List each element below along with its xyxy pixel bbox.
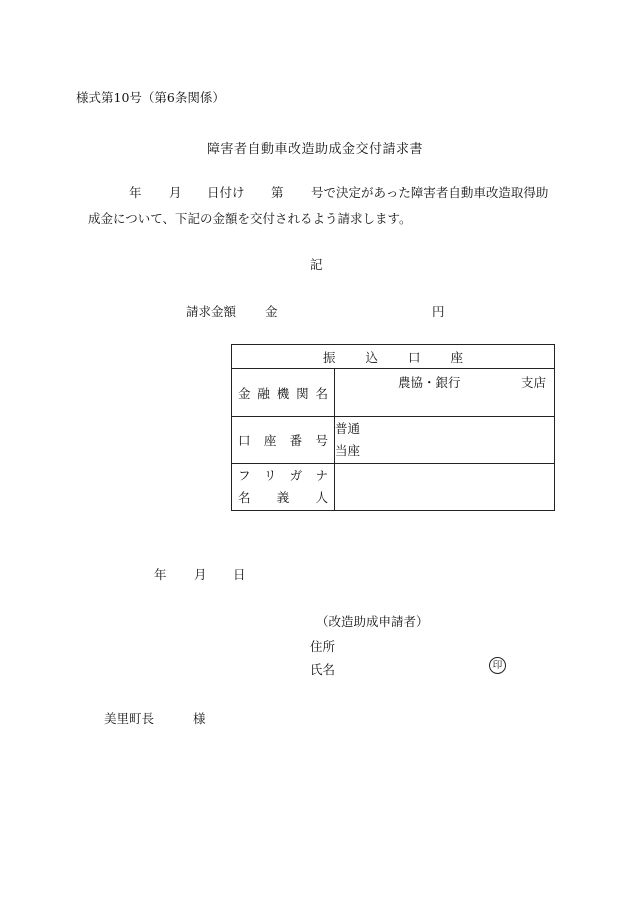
header-char: 口	[408, 349, 421, 365]
label-char: 号	[315, 433, 328, 448]
claim-amount-kin: 金	[265, 304, 278, 319]
label-char: 番	[289, 433, 303, 448]
statement-day-dated: 日付け	[207, 185, 245, 200]
addressee-honorific: 様	[193, 711, 206, 726]
date-day: 日	[233, 567, 246, 582]
account-type-ordinary: 普通	[335, 421, 361, 436]
label-char: 人	[315, 490, 328, 505]
label-char: 機	[276, 385, 290, 401]
ki-heading: 記	[310, 257, 323, 272]
header-char: 込	[365, 349, 378, 365]
bank-type-text: 農協・銀行	[398, 375, 461, 390]
seal-icon: 印	[489, 657, 506, 674]
account-number-label	[232, 417, 335, 464]
applicant-heading: （改造助成申請者）	[316, 614, 429, 629]
table-header	[232, 345, 555, 369]
label-char: フ	[238, 468, 251, 483]
applicant-name-label: 氏名	[310, 662, 336, 677]
applicant-address-label: 住所	[310, 639, 336, 654]
label-char: ガ	[289, 468, 303, 483]
holder-name-field[interactable]	[335, 464, 555, 511]
statement-dai: 第	[271, 185, 284, 200]
label-char: リ	[263, 468, 277, 483]
claim-amount-label: 請求金額	[186, 304, 237, 319]
document-title: 障害者自動車改造助成金交付請求書	[206, 142, 423, 157]
date-month: 月	[194, 567, 207, 582]
form-number: 様式第10号（第6条関係）	[76, 90, 225, 105]
label-char: 関	[296, 385, 309, 401]
branch-text: 支店	[520, 375, 546, 390]
label-char: 座	[263, 433, 277, 448]
header-char: 振	[322, 349, 336, 365]
label-char: 名	[315, 385, 328, 401]
claim-amount-yen: 円	[432, 304, 445, 319]
furigana-label	[238, 465, 328, 487]
bank-name-label	[232, 369, 335, 417]
bank-name-field[interactable]	[335, 369, 555, 417]
date-year: 年	[154, 567, 167, 582]
label-char: 口	[238, 433, 251, 448]
account-number-field[interactable]	[335, 417, 555, 464]
statement-year: 年	[129, 185, 142, 200]
header-char: 座	[450, 349, 464, 365]
account-type-current: 当座	[335, 443, 361, 458]
holder-label	[238, 487, 328, 509]
label-char: 義	[276, 490, 290, 505]
label-char: 金	[238, 385, 251, 401]
statement-line-2: 成金について、下記の金額を交付されるよう請求します。	[88, 211, 412, 226]
bank-account-table	[231, 344, 555, 511]
label-char: ナ	[315, 468, 328, 483]
addressee-name: 美里町長	[104, 711, 155, 726]
statement-go-text: 号で決定があった障害者自動車改造取得助	[311, 185, 549, 200]
label-char: 名	[238, 490, 251, 505]
statement-month: 月	[169, 185, 182, 200]
label-char: 融	[257, 385, 270, 401]
holder-name-label	[232, 464, 335, 511]
